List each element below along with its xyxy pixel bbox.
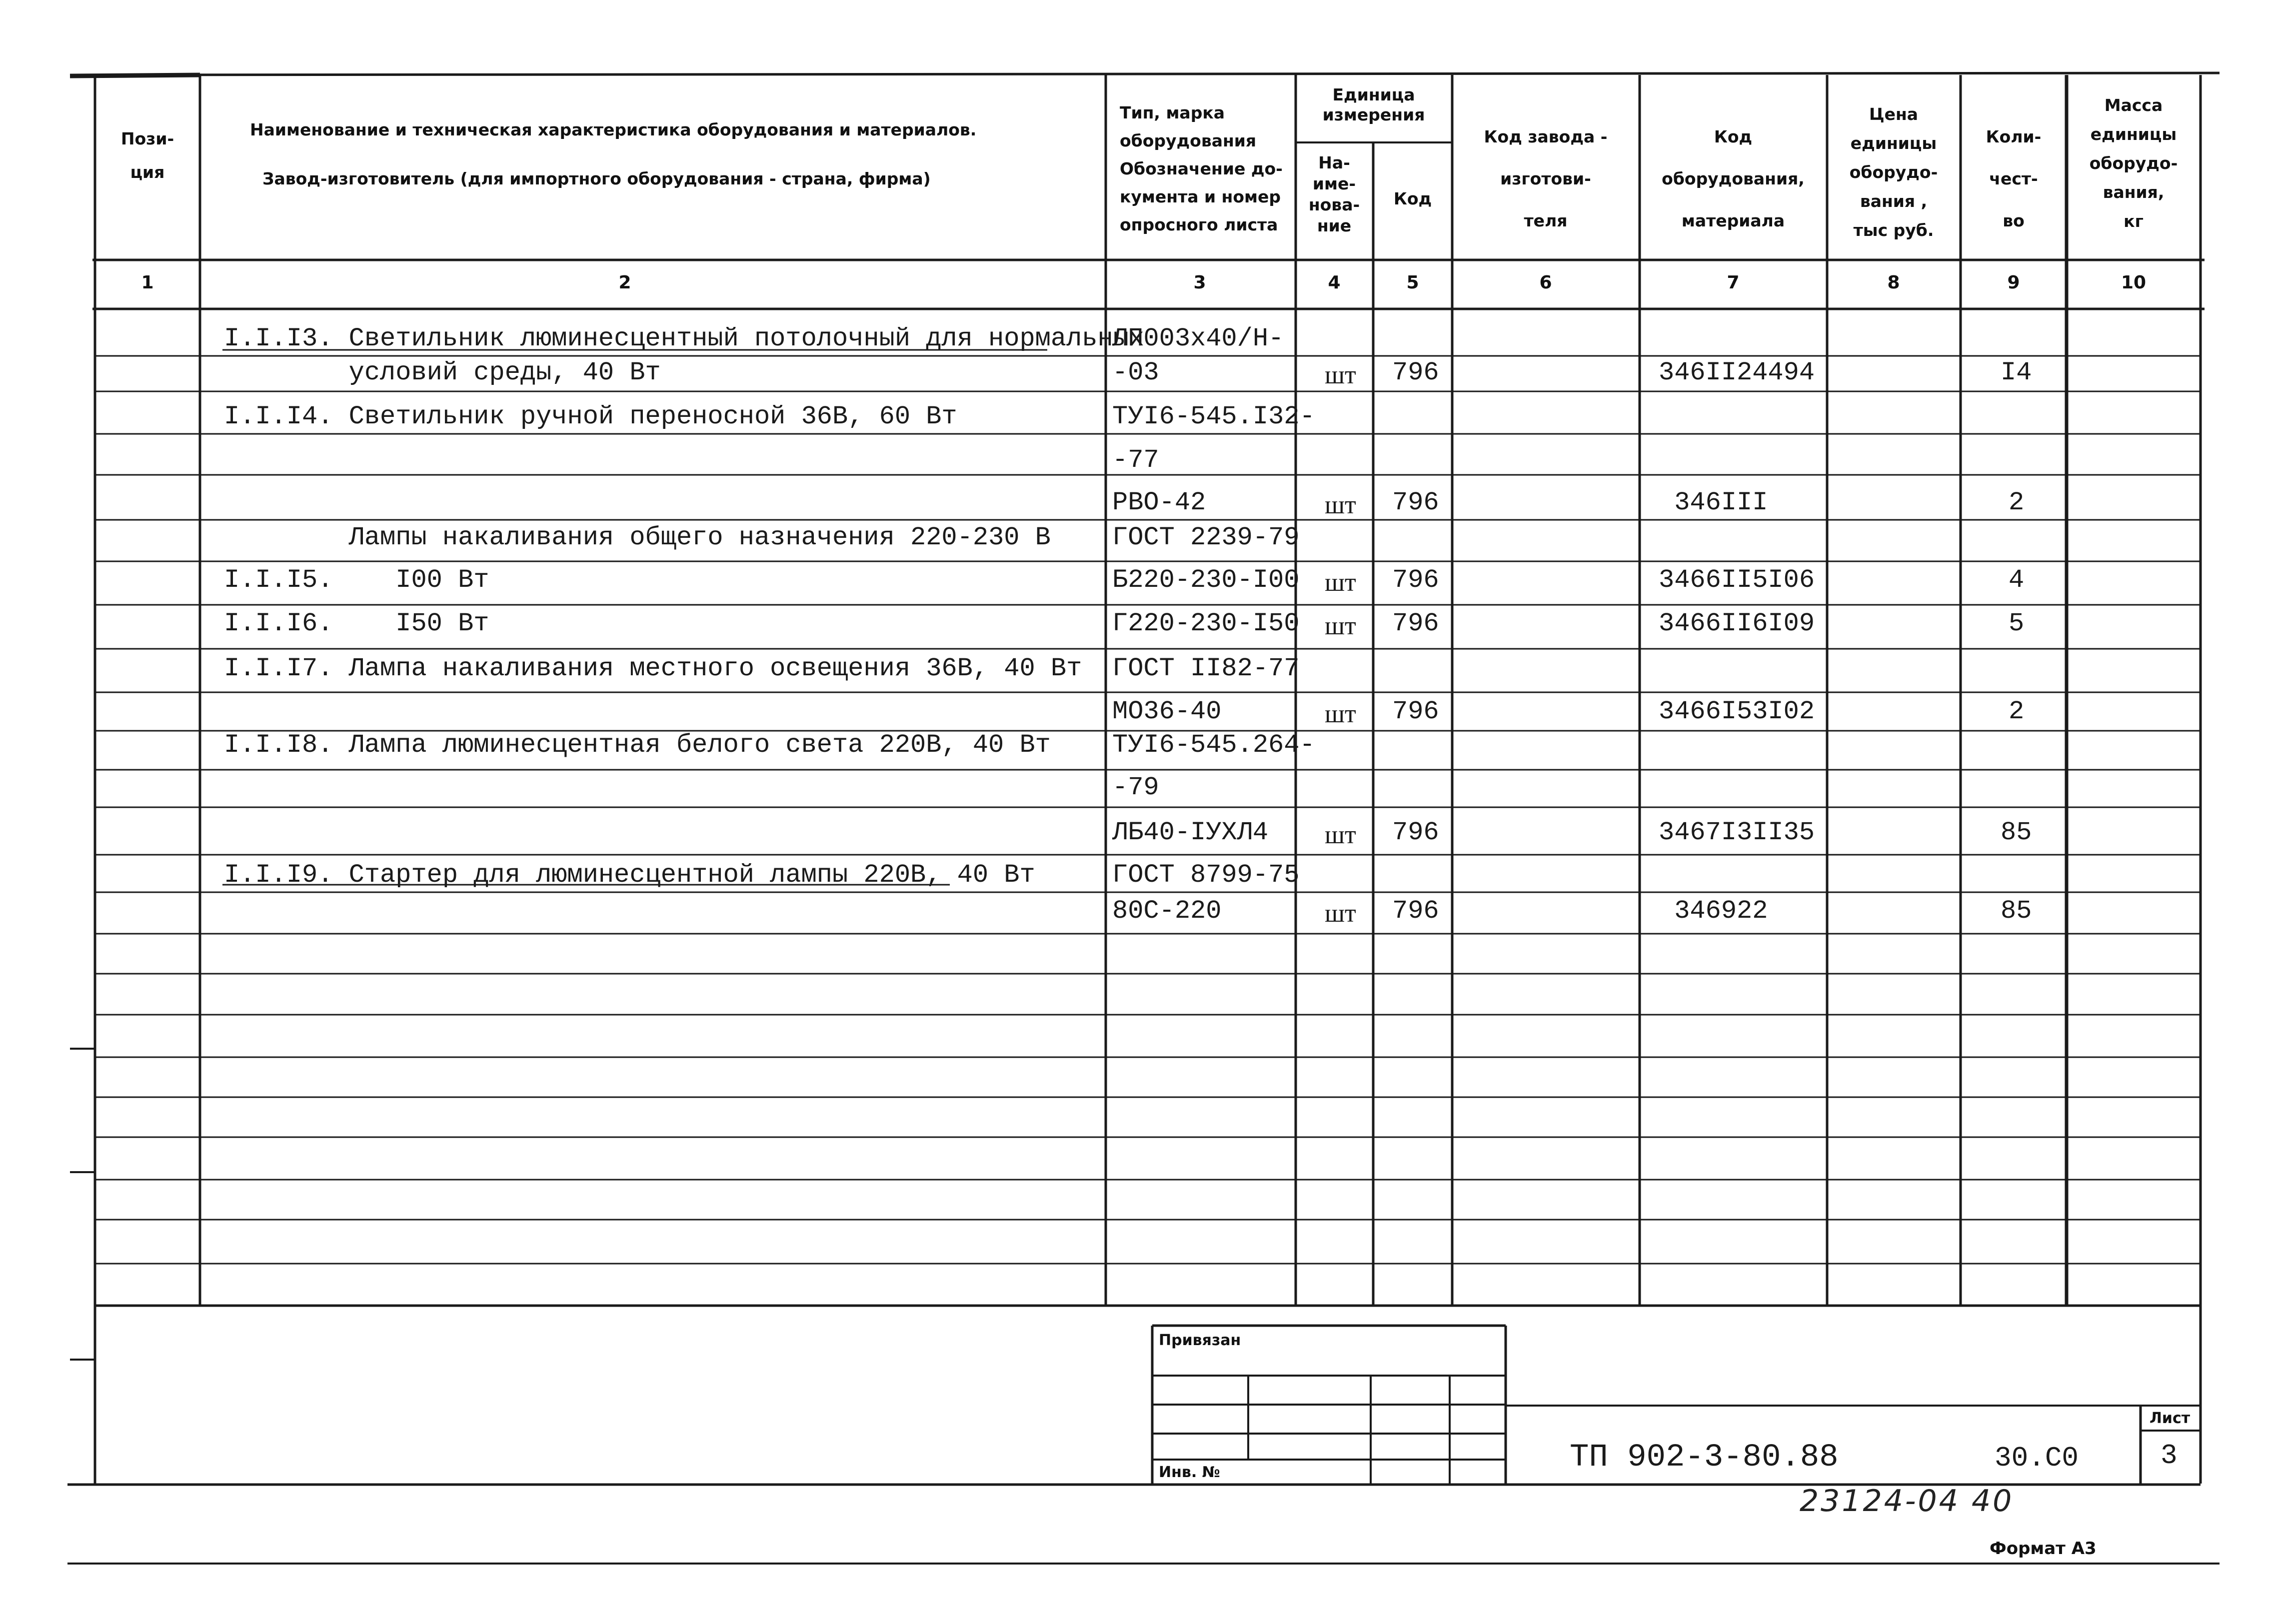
header-unit-line: измерения [1322, 105, 1425, 124]
header-quantity-line: чест- [1989, 169, 2038, 188]
header-equipment-code-line: оборудования, [1662, 169, 1805, 188]
item-unit: шт [1325, 612, 1356, 640]
header-mass-line: кг [2124, 211, 2144, 231]
item-quantity: 2 [2009, 488, 2025, 517]
header-type-line: кумента и номер [1120, 187, 1281, 206]
item-quantity: I4 [2001, 358, 2032, 387]
header-quantity [1986, 116, 2042, 242]
header-equipment-code-line: материала [1681, 211, 1785, 230]
item-type: ТУI6-545.I32- [1112, 402, 1315, 431]
item-unit-code: 796 [1392, 565, 1439, 595]
item-type: -79 [1112, 773, 1159, 802]
item-quantity: 2 [2009, 697, 2025, 726]
sheet-number: 3 [2161, 1440, 2178, 1472]
item-name: I.I.I5. I00 Вт [224, 565, 489, 595]
item-equipment-code: 346III [1659, 488, 1768, 517]
header-type-line: оборудования [1120, 131, 1257, 150]
header-price-line: тыс руб. [1853, 220, 1934, 240]
header-mass-line: оборудо- [2089, 153, 2178, 173]
item-unit: шт [1325, 700, 1356, 728]
item-name: I.I.I6. I50 Вт [224, 609, 489, 638]
item-name: I.I.I9. Стартер для люминесцентной лампы 220В, 40 Вт [224, 860, 1035, 890]
item-equipment-code: 3466II5I06 [1659, 565, 1815, 595]
header-name-line2: Завод-изготовитель (для импортного оборудования - страна, фирма) [262, 169, 931, 188]
item-unit: шт [1325, 821, 1356, 849]
header-plant-code [1484, 116, 1608, 242]
header-plant-code-line: теля [1524, 211, 1568, 230]
col-number: 5 [1406, 272, 1419, 293]
header-unit-name [1309, 152, 1360, 236]
header-position [121, 129, 174, 182]
sheet-code: 30.С0 [1995, 1442, 2079, 1474]
item-unit: шт [1325, 361, 1356, 389]
item-quantity: 85 [2001, 818, 2032, 847]
item-unit-code: 796 [1392, 609, 1439, 638]
header-plant-code-line: Код завода - [1484, 127, 1608, 146]
handwritten-archive-number: 23124-04 40 [1800, 1484, 2014, 1519]
header-price [1850, 100, 1938, 245]
item-type: ЛБ40-IУХЛ4 [1112, 818, 1269, 847]
item-name: Лампы накаливания общего назначения 220-230 В [224, 523, 1051, 552]
item-name: I.I.I7. Лампа накаливания местного освещения 36В, 40 Вт [224, 654, 1082, 683]
header-quantity-line: во [2003, 211, 2025, 230]
header-price-line: вания , [1860, 191, 1928, 211]
col-number: 1 [141, 272, 154, 293]
item-name: I.I.I4. Светильник ручной переносной 36В, 60 Вт [224, 402, 957, 431]
col-number: 2 [618, 272, 631, 293]
item-unit: шт [1325, 899, 1356, 928]
header-unit-name-line: нова- [1308, 195, 1360, 214]
header-price-line: единицы [1850, 133, 1937, 153]
col-number: 7 [1727, 272, 1740, 293]
col-number: 8 [1887, 272, 1900, 293]
item-type: ТУI6-545.264- [1112, 730, 1315, 760]
item-name: I.I.I8. Лампа люминесцентная белого света 220В, 40 Вт [224, 730, 1051, 760]
item-name: условий среды, 40 Вт [224, 358, 661, 387]
header-type-line: Обозначение до- [1120, 159, 1283, 178]
col-number: 9 [2007, 272, 2020, 293]
item-type: ГОСТ 2239-79 [1112, 523, 1300, 552]
inventory-number-label: Инв. № [1159, 1464, 1220, 1481]
item-unit-code: 796 [1392, 818, 1439, 847]
item-type: РВО-42 [1112, 488, 1206, 517]
header-plant-code-line: изготови- [1500, 169, 1591, 188]
header-type-line: опросного листа [1120, 215, 1278, 234]
item-type: МО36-40 [1112, 697, 1222, 726]
header-position-line: ция [130, 162, 165, 182]
item-unit-code: 796 [1392, 896, 1439, 926]
col-number: 3 [1193, 272, 1206, 293]
linked-label: Привязан [1159, 1332, 1241, 1349]
header-unit-name-line: име- [1312, 174, 1356, 193]
item-type: -77 [1112, 445, 1159, 475]
header-mass-line: единицы [2090, 124, 2177, 144]
header-name-line1: Наименование и техническая характеристика оборудования и материалов. [250, 120, 977, 139]
header-type-line: Тип, марка [1120, 103, 1225, 122]
col-number: 4 [1328, 272, 1341, 293]
header-unit-line: Единица [1332, 85, 1415, 104]
header-unit-name-line: ние [1317, 216, 1352, 235]
col-number: 6 [1539, 272, 1552, 293]
item-quantity: 85 [2001, 896, 2032, 926]
item-type: Г220-230-I50 [1112, 609, 1300, 638]
item-unit-code: 796 [1392, 358, 1439, 387]
header-mass-line: Масса [2104, 95, 2163, 115]
header-mass [2090, 91, 2178, 236]
col-number: 10 [2121, 272, 2147, 293]
item-quantity: 4 [2009, 565, 2025, 595]
header-unit-code: Код [1393, 189, 1432, 208]
header-quantity-line: Коли- [1986, 127, 2042, 146]
item-type: ЛП003х40/Н- [1112, 324, 1284, 353]
item-type: 80С-220 [1112, 896, 1222, 926]
item-name: I.I.I3. Светильник люминесцентный потолочный для нормальных [224, 324, 1145, 353]
item-quantity: 5 [2009, 609, 2025, 638]
document-number: ТП 902-3-80.88 [1570, 1440, 1839, 1476]
header-price-line: Цена [1869, 104, 1919, 124]
item-equipment-code: 3466I53I02 [1659, 697, 1815, 726]
item-unit: шт [1325, 568, 1356, 597]
item-unit-code: 796 [1392, 488, 1439, 517]
header-equipment-code-line: Код [1714, 127, 1753, 146]
item-type: ГОСТ 8799-75 [1112, 860, 1300, 890]
header-price-line: оборудо- [1849, 162, 1938, 182]
header-mass-line: вания, [2103, 182, 2165, 202]
header-unit [1323, 85, 1425, 125]
sheet-label: Лист [2150, 1410, 2191, 1427]
item-unit: шт [1325, 491, 1356, 519]
header-type [1120, 99, 1283, 239]
header-equipment-code [1662, 116, 1805, 242]
header-unit-name-line: На- [1318, 153, 1350, 172]
item-equipment-code: 346922 [1659, 896, 1768, 926]
item-type: -03 [1112, 358, 1159, 387]
header-position-line: Пози- [120, 129, 174, 148]
item-equipment-code: 3467I3II35 [1659, 818, 1815, 847]
item-type: Б220-230-I00 [1112, 565, 1300, 595]
item-type: ГОСТ II82-77 [1112, 654, 1300, 683]
format-label: Формат А3 [1990, 1539, 2097, 1559]
item-equipment-code: 346II24494 [1659, 358, 1815, 387]
item-equipment-code: 3466II6I09 [1659, 609, 1815, 638]
item-unit-code: 796 [1392, 697, 1439, 726]
